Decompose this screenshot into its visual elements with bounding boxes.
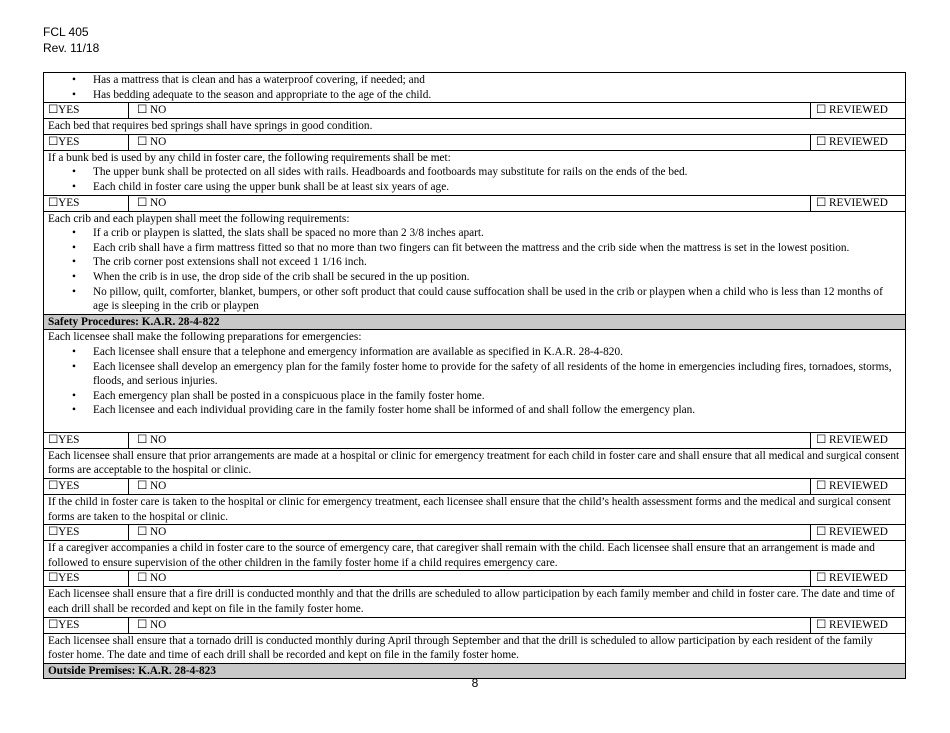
spacer — [48, 418, 901, 432]
list-item: • Each licensee shall ensure that a telephone and emergency information are available as specified in K.A.R. 28-4-820. — [48, 345, 901, 360]
reviewed-checkbox[interactable]: ☐ REVIEWED — [810, 525, 905, 540]
page-number: 8 — [471, 676, 479, 690]
bunk-bed-intro: If a bunk bed is used by any child in foster care, the following requirements shall be met: — [48, 151, 451, 164]
checkbox-row — [44, 135, 905, 151]
checkbox-row — [44, 196, 905, 212]
yes-checkbox[interactable]: ☐YES — [44, 479, 129, 494]
form-id: FCL 405 — [43, 25, 89, 39]
yes-checkbox[interactable]: ☐YES — [44, 135, 129, 150]
checkbox-row — [44, 571, 905, 587]
list-item: • If a crib or playpen is slatted, the slats shall be spaced no more than 2 3/8 inches apart. — [48, 226, 901, 241]
list-item: • Each crib shall have a firm mattress fitted so that no more than two fingers can fit between the mattress and the crib side when the mattress is set in the lowest position. — [48, 241, 901, 256]
bed-springs-requirement: Each bed that requires bed springs shall have springs in good condition. — [44, 119, 905, 135]
checkbox-row — [44, 525, 905, 541]
list-item: • No pillow, quilt, comforter, blanket, bumpers, or other soft product that could cause suffocation shall be used in the crib or playpen when a child who is less than 12 months of age is sleeping in the crib or playpen — [48, 285, 901, 314]
reviewed-checkbox[interactable]: ☐ REVIEWED — [810, 433, 905, 448]
tornado-drill-requirement: Each licensee shall ensure that a tornado drill is conducted monthly during April through September and that the drill is scheduled to allow participation by each resident of the family foster home. The date and time of each drill shall be recorded and kept on file in the family foster home. — [44, 634, 905, 664]
no-checkbox[interactable]: ☐ NO — [137, 433, 167, 446]
list-item: • Each licensee shall develop an emergency plan for the family foster home to provide for the safety of all residents of the home in emergencies including fires, tornadoes, storms, floods, and serious injuries. — [48, 360, 901, 389]
fire-drill-requirement: Each licensee shall ensure that a fire drill is conducted monthly and that the drills are scheduled to allow participation by each family member and child in foster care. The date and time of each drill shall be recorded and kept on file in the family foster home. — [44, 587, 905, 617]
section-heading-safety: Safety Procedures: K.A.R. 28-4-822 — [44, 315, 905, 331]
crib-intro: Each crib and each playpen shall meet the following requirements: — [48, 212, 350, 225]
checkbox-row — [44, 103, 905, 119]
no-checkbox[interactable]: ☐ NO — [137, 526, 167, 539]
list-item: • Each emergency plan shall be posted in a conspicuous place in the family foster home. — [48, 389, 901, 404]
caregiver-requirement: If a caregiver accompanies a child in foster care to the source of emergency care, that caregiver shall remain with the child. Each licensee shall ensure that an arrangement is made and followed to ensure supervision of the other children in the family foster home if a child requires emergency care. — [44, 541, 905, 571]
yes-checkbox[interactable]: ☐YES — [44, 196, 129, 211]
list-item: • The crib corner post extensions shall not exceed 1 1/16 inch. — [48, 255, 901, 270]
yes-checkbox[interactable]: ☐YES — [44, 525, 129, 540]
reviewed-checkbox[interactable]: ☐ REVIEWED — [810, 618, 905, 633]
section-heading-outside-premises: Outside Premises: K.A.R. 28-4-823 — [44, 664, 905, 679]
emergency-intro: Each licensee shall make the following preparations for emergencies: — [48, 331, 362, 344]
checkbox-row — [44, 479, 905, 495]
checkbox-row — [44, 618, 905, 634]
list-item: • The upper bunk shall be protected on all sides with rails. Headboards and footboards may substitute for rails on the ends of the bed. — [48, 165, 901, 180]
no-checkbox[interactable]: ☐ NO — [137, 572, 167, 585]
yes-checkbox[interactable]: ☐YES — [44, 571, 129, 586]
health-forms-requirement: If the child in foster care is taken to the hospital or clinic for emergency treatment, each licensee shall ensure that the child’s health assessment forms and the medical and surgical consent forms are taken to the hospital or clinic. — [44, 495, 905, 525]
yes-checkbox[interactable]: ☐YES — [44, 618, 129, 633]
bunk-bed-requirements — [44, 151, 905, 196]
page-header — [43, 24, 99, 56]
list-item: • Has bedding adequate to the season and appropriate to the age of the child. — [48, 88, 901, 103]
emergency-preparations — [44, 330, 905, 433]
reviewed-checkbox[interactable]: ☐ REVIEWED — [810, 196, 905, 211]
reviewed-checkbox[interactable]: ☐ REVIEWED — [810, 135, 905, 150]
revision-date: Rev. 11/18 — [43, 41, 100, 55]
checkbox-row — [44, 433, 905, 449]
no-checkbox[interactable]: ☐ NO — [137, 480, 167, 493]
crib-requirements — [44, 212, 905, 315]
no-checkbox[interactable]: ☐ NO — [137, 104, 167, 117]
no-checkbox[interactable]: ☐ NO — [137, 618, 167, 631]
checklist-table — [43, 72, 906, 679]
reviewed-checkbox[interactable]: ☐ REVIEWED — [810, 571, 905, 586]
yes-checkbox[interactable]: ☐YES — [44, 433, 129, 448]
yes-checkbox[interactable]: ☐YES — [44, 103, 129, 118]
list-item: • When the crib is in use, the drop side of the crib shall be secured in the up position. — [48, 270, 901, 285]
list-item: • Each child in foster care using the upper bunk shall be at least six years of age. — [48, 180, 901, 195]
prior-arrangements-requirement: Each licensee shall ensure that prior arrangements are made at a hospital or clinic for emergency treatment for each child in foster care and shall ensure that all medical and surgical consent forms are acceptable to the hospital or clinic. — [44, 449, 905, 479]
no-checkbox[interactable]: ☐ NO — [137, 196, 167, 209]
reviewed-checkbox[interactable]: ☐ REVIEWED — [810, 479, 905, 494]
list-item: • Each licensee and each individual providing care in the family foster home shall be informed of and shall follow the emergency plan. — [48, 403, 901, 418]
no-checkbox[interactable]: ☐ NO — [137, 135, 167, 148]
reviewed-checkbox[interactable]: ☐ REVIEWED — [810, 103, 905, 118]
mattress-requirements — [44, 73, 905, 103]
list-item: • Has a mattress that is clean and has a waterproof covering, if needed; and — [48, 73, 901, 88]
